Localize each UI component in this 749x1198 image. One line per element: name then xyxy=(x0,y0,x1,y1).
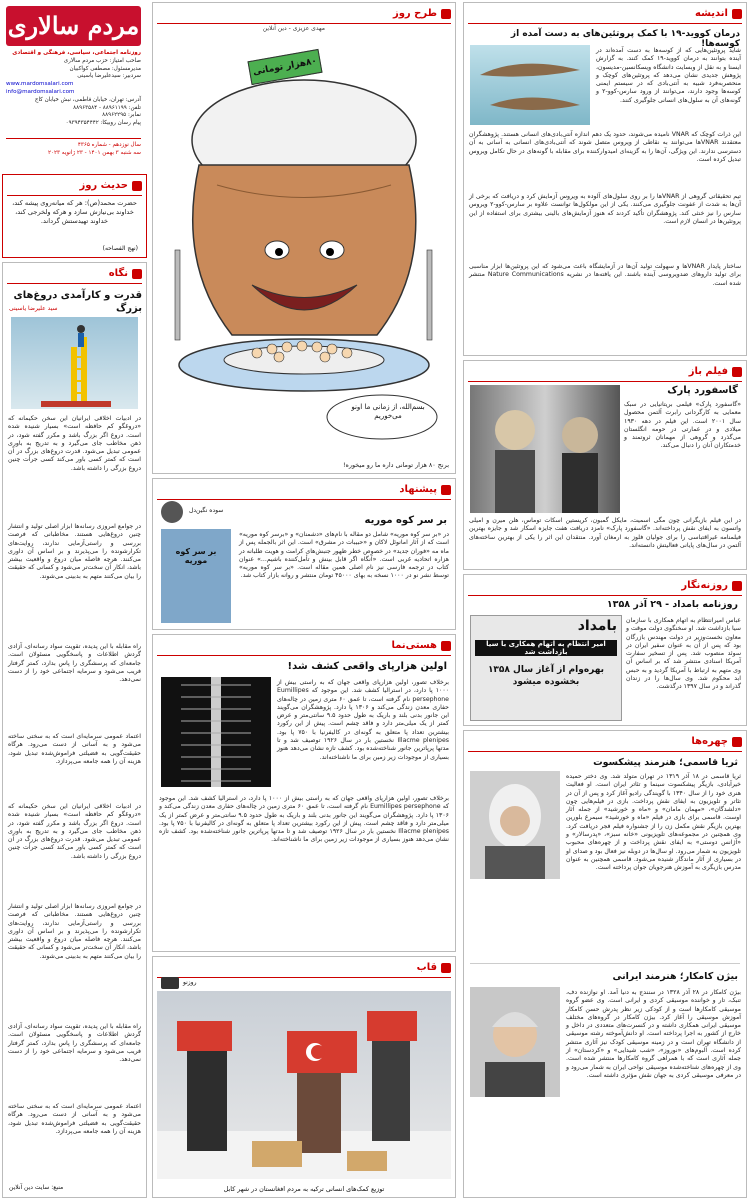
hadith-header-label: حدیث روز xyxy=(79,180,128,191)
pishnahad-title: بر سر کوه موریه xyxy=(364,515,447,526)
chehreha-box xyxy=(463,730,747,1198)
newspaper-headline: بهره‌وام از آغاز سال ۱۳۵۸ بخشوده میشود xyxy=(487,665,605,687)
masthead-website[interactable]: www.mardomsalari.com xyxy=(6,81,74,88)
hasti-text-cont: برخلاف تصور، اولین هزارپای واقعی جهان که به راستی بیش از ۱۰۰۰ پا دارد، در استرالیا کشف شد. این موجود که Eumillipes persephone نام گرفته است، تا عمق ۶۰ متری زمین در چاله‌های حفاری معدن زندگی می‌کند و ۱۳۰۶ پا دارد. پژوهشگران می‌گویند این جانور بدنی بلند و باریک به طول حدود ۹.۵ سانتی‌متر و عرض کمتر از یک میلی‌متر دارد و فاقد چشم است. پیش از این رکورد بیشترین تعداد پا متعلق به گونه‌ای در کالیفرنیا با ۷۵۰ پا بود. Illacme plenipes نخستین بار در سال ۱۹۲۶ توصیف شد و تا مدتها پرپاترین جانور شناخته‌شده بود. کشف تازه نشان می‌دهد هنوز بسیاری از موجودات زیر زمین برای ما ناشناخته‌اند. xyxy=(159,795,449,844)
pishnahad-header xyxy=(157,482,451,497)
masthead-line: تلفن: ۸۸۹۶۱۱۹۹ - ۸۸۹۶۳۵۸۴ xyxy=(73,104,141,111)
newspaper-headline: امیر انتظام به اتهام همکاری با سیا بازداشت شد xyxy=(475,640,617,656)
section-marker-icon xyxy=(732,9,742,19)
pishnahad-author: سوده نگین‌دل xyxy=(189,507,224,514)
chehreha-header-label: چهره‌ها xyxy=(691,736,728,747)
negah-signature: منبع: سایت دین آنلاین xyxy=(9,1184,64,1191)
film-text1: «گاسفورد پارک» فیلمی بریتانیایی در سبک معمایی به کارگردانی رابرت آلتمن محصول سال ۲۰۰۱ است. این فیلم در دهه ۱۹۳۰ میلادی و در عمارتی در حومه انگلستان می‌گذرد و گروهی از مهمانان ثروتمند و خدمتکاران آنان را دنبال می‌کند. xyxy=(624,401,741,450)
ladder-illustration-icon xyxy=(11,317,138,409)
shark-icon xyxy=(470,45,590,125)
section-marker-icon xyxy=(441,641,451,651)
price-tag-text: ۸۰هزار تومانی xyxy=(252,56,318,78)
section-marker-icon xyxy=(132,181,142,191)
ghab-credit: روزنو xyxy=(183,979,197,986)
film-still xyxy=(470,385,620,513)
negah-author: سید علیرضا یاسینی xyxy=(9,305,58,312)
ghab-header xyxy=(157,960,451,975)
hasti-title: اولین هزارپای واقعی کشف شد! xyxy=(287,661,447,672)
andishe-text2: این ذرات کوچک که VNAR نامیده می‌شوند، حدود یک دهم اندازه آنتی‌بادی‌های انسانی هستند. پژوهشگران معتقدند VNARها می‌توانند به نقاطی از ویروس متصل شوند که آنتی‌بادی‌های انسانی به آسانی به آن دسترسی ندارند. این ویژگی، آن‌ها را به گزینه‌ای امیدوارکننده برای مقابله با گونه‌های در حال تکامل ویروس تبدیل کرده است. xyxy=(469,131,742,163)
masthead-line: نمابر: ۸۸۹۶۲۲۹۵ xyxy=(102,112,141,119)
middle-column xyxy=(150,0,457,1198)
book-cover-title: بر سر کوه موریه xyxy=(175,547,217,565)
shark-photo xyxy=(470,45,590,125)
masthead-line: صاحب امتیاز: حزب مردم سالاری xyxy=(63,57,141,64)
hasti-text: برخلاف تصور، اولین هزارپای واقعی جهان که به راستی بیش از ۱۰۰۰ پا دارد، در استرالیا کشف شد. این موجود که Eumillipes persephone نام گرفته است، تا عمق ۶۰ متری زمین در چاله‌های حفاری معدن زندگی می‌کند و ۱۳۰۶ پا دارد. پژوهشگران می‌گویند این جانور بدنی بلند و باریک به طول حدود ۹.۵ سانتی‌متر و عرض کمتر از یک میلی‌متر دارد و فاقد چشم است. پیش از این رکورد بیشترین تعداد پا متعلق به گونه‌ای در کالیفرنیا با ۷۵۰ پا بود. Illacme plenipes نخستین بار در سال ۱۹۲۶ توصیف شد و تا مدتها پرپاترین جانور شناخته‌شده بود. کشف تازه نشان می‌دهد هنوز بسیاری از موجودات زیر زمین برای ما ناشناخته‌اند. xyxy=(277,679,450,761)
chehreha-title2: بیژن کامکار؛ هنرمند ایرانی xyxy=(612,971,738,982)
negah-para1: در ادبیات اخلاقی ایرانیان این سخن حکیمانه که «دروغگو کم حافظه است» بسیار شنیده شده است. دروغ اگر بزرگ باشد و مکرر گفته شود، در ذهن مخاطب جای می‌گیرد و به تدریج به باوری عمومی تبدیل می‌شود. قدرت دروغ‌های بزرگ در آن است که کمتر کسی باور می‌کند کسی جرأت چنین دروغ بزرگی را داشته باشد. xyxy=(8,415,141,472)
masthead-issue xyxy=(6,138,141,157)
section-marker-icon xyxy=(132,269,142,279)
chehreha-text2: بیژن کامکار در ۲۸ آذر ۱۳۲۸ در سنندج به دنیا آمد. او نوازنده دف، تنبک، تار و خواننده موسیقی کردی و ایرانی است. وی عضو گروه موسیقی کامکارها است و از کودکی زیر نظر پدرش حسن کامکار آموزش موسیقی را آغاز کرد. بیژن کامکار در گروه‌های مختلف موسیقی ایرانی همکاری داشته و در کنسرت‌های متعددی در داخل و خارج از کشور به اجرا پرداخته است. او دانش‌آموخته رشته موسیقی از دانشگاه تهران است و در زمینه موسیقی کودک نیز آثاری منتشر کرده است. آلبوم‌های «نوروز»، «شب شیدایی» و «کردستان» از جمله آثاری است که با همراهی گروه کامکارها منتشر شده است. وی از چهره‌های شناخته‌شده موسیقی نواحی ایران به شمار می‌رود و در معرفی موسیقی کردی به جهان نقش مؤثری داشته است. xyxy=(566,989,741,1079)
andishe-text1: شاید پروتئین‌هایی که از کوسه‌ها به دست آمده‌اند در آینده بتوانند به درمان کووید-۱۹ کمک کنند. به گزارش ایسنا و به نقل از وبسایت دانشگاه ویسکانسین-مدیسون، پژوهش جدیدی نشان می‌دهد که پروتئین‌های کوچک و منحصربه‌فرد شبیه به آنتی‌بادی که در سیستم ایمنی کوسه‌ها وجود دارند، می‌توانند از ورود سارس-کوو-۲ و گونه‌های آن به سلول‌های انسانی جلوگیری کنند. xyxy=(596,47,741,104)
pishnahad-header-label: پیشنهاد xyxy=(399,484,437,495)
chehreha-title1: ثریا قاسمی؛ هنرمند پیشکسوت xyxy=(593,757,738,768)
cartoon-header-label: طرح روز xyxy=(392,8,437,19)
negah-header xyxy=(7,266,142,281)
aid-distribution-photo xyxy=(157,991,451,1179)
section-marker-icon xyxy=(732,581,742,591)
cartoon-artist: مهدی عزیزی - دین آنلاین xyxy=(262,25,325,32)
negah-header-label: نگاه xyxy=(108,268,128,279)
section-marker-icon xyxy=(441,485,451,495)
film-header xyxy=(468,364,742,379)
rooznegar-title: روزنامه بامداد - ۲۹ آذر ۱۳۵۸ xyxy=(606,599,738,610)
book-cover xyxy=(161,529,231,623)
masthead-line: سردبیر: سیدعلیرضا یاسینی xyxy=(77,73,141,80)
negah-para1-cont: در ادبیات اخلاقی ایرانیان این سخن حکیمانه که «دروغگو کم حافظه است» بسیار شنیده شده است. دروغ اگر بزرگ باشد و مکرر گفته شود، در ذهن مخاطب جای می‌گیرد و به تدریج به باوری عمومی تبدیل می‌شود. قدرت دروغ‌های بزرگ در آن است که کمتر کسی باور می‌کند کسی جرأت چنین دروغ بزرگی را داشته باشد. xyxy=(8,803,141,860)
hadith-box xyxy=(2,174,147,258)
andishe-title: درمان کووید-۱۹ با کمک پروتئین‌های به دست آمده از کوسه‌ها! xyxy=(510,29,740,49)
rooznegar-text: عباس امیرانتظام به اتهام همکاری با سازمان سیا بازداشت شد. او سخنگوی دولت موقت و معاون نخست‌وزیر در دولت مهندس بازرگان بود که پس از آن به عنوان سفیر ایران در سوئد منصوب شد. پس از تسخیر سفارت آمریکا اسنادی منتشر شد که بر اساس آن وی متهم به ارتباط با آمریکا گردید و به حبس ابد محکوم شد. وی سال‌ها را در زندان گذراند و در سال ۱۳۹۷ درگذشت. xyxy=(626,617,741,691)
cartoon-caption: برنج ۸۰ هزار تومانی داره ما رو میخوره! xyxy=(343,461,449,469)
millipede-photo xyxy=(161,677,271,787)
hadith-source: (نهج الفصاحه) xyxy=(102,245,138,252)
millipede-icon xyxy=(161,677,271,787)
film-title: گاسفورد پارک xyxy=(667,385,738,396)
rooznegar-header xyxy=(468,578,742,593)
hadith-text: حضرت محمد(ص): هر که میانه‌روی پیشه کند، خداوند بی‌نیازش سازد و هرکه ولخرجی کند، خداوند تهیدستش گرداند. xyxy=(12,199,137,225)
issue-number: سال نوزدهم - شماره ۴۳۶۵ xyxy=(77,142,141,148)
right-column xyxy=(461,0,747,1198)
author-photo xyxy=(161,501,183,523)
ghab-photo xyxy=(157,991,451,1179)
newspaper-name: بامداد xyxy=(577,618,617,634)
rooznegar-box xyxy=(463,574,747,726)
ghab-box xyxy=(152,956,456,1198)
section-marker-icon xyxy=(441,963,451,973)
masthead-tagline: روزنامه اجتماعی، سیاسی، فرهنگی و اقتصادی xyxy=(12,50,141,56)
left-column xyxy=(0,0,148,1198)
negah-para4: اعتماد عمومی سرمایه‌ای است که به سختی ساخته می‌شود و به آسانی از دست می‌رود. هرگاه حقیقت‌گویی به فضیلتی فراموش‌شده تبدیل شود، هزینه آن را همه جامعه می‌پردازد. xyxy=(8,733,141,765)
pishnahad-text: در «بر سر کوه موریه» شامل دو مقاله با نام‌های «دشمنان» و «برسر کوه موریه» است که از آثار امانوئل لاکان و «حبیبات در مشرق» است. این اثر بالجمله پس از ماه مه «فوران جدید» در خصوص خطر ظهور جنبش‌های کرامت و هویت‌ طلبانه در هزاره اتحادیه غربی است. «آنگاه اگر قابل بینش و تأمل‌کننده باشیم...» عنوان کتاب در ترجمه فارسی نیز نام اصلی همین مقاله است. «بر سر کوه موریه» توسط نشر نو در ۱۰۰۰ نسخه به بهای ۴۵۰۰۰ تومان منتشر و روانه بازار کتاب شد. xyxy=(239,531,449,580)
hasti-box xyxy=(152,634,456,952)
negah-para2-cont: در جوامع امروزی رسانه‌ها ابزار اصلی تولید و انتشار چنین دروغ‌هایی هستند. مخاطبانی که فرصت بررسی و راستی‌آزمایی ندارند، روایت‌های تکرارشونده را می‌پذیرند و بر اساس آن داوری می‌کنند. هرچه فاصله میان دروغ و واقعیت بیشتر باشد، انکار آن سخت‌تر می‌شود و کسانی که حقیقت را بیان می‌کنند متهم به بدبینی می‌شوند. xyxy=(8,903,141,960)
cartoon-bubble: بسم‌الله، از زمانی ما اونو می‌خوریم xyxy=(351,403,425,420)
masthead-title: مردم سالاری xyxy=(6,6,141,46)
chehreha-text1: ثریا قاسمی در ۱۸ آذر ۱۳۱۹ در تهران متولد شد. وی دختر حمیده خیرآبادی، بازیگر پیشکسوت سینما و تئاتر ایران است. او فعالیت هنری خود را از سال ۱۳۴۰ با گویندگی رادیو آغاز کرد و پس از آن در تئاتر و تلویزیون به ایفای نقش پرداخت. بازی در فیلم‌هایی چون «دلشدگان»، «مهمان مامان» و «ماه و خورشید» از جمله آثار اوست. قاسمی برای بازی در فیلم «ماه و خورشید» سیمرغ بلورین بهترین بازیگر نقش مکمل زن را از جشنواره فیلم فجر دریافت کرد. وی همچنین در مجموعه‌های تلویزیونی «خانه سبز»، «پدرسالار» و «آژانس دوستی» به ایفای نقش پرداخت و از چهره‌های محبوب تلویزیون به شمار می‌رود. او سال‌ها در دوبله نیز فعال بود و صدای او در بسیاری از آثار ماندگار شنیده می‌شود. قاسمی همچنین به عنوان مدرس بازیگری به آموزش هنرجویان جوان پرداخته است. xyxy=(566,773,742,872)
negah-para3-cont: راه مقابله با این پدیده، تقویت سواد رسانه‌ای، آزادی گردش اطلاعات و پاسخگویی مسئولان است. جامعه‌ای که پرسشگری را پاس بدارد، کمتر گرفتار فریب می‌شود و سرمایه اجتماعی خود را از دست نمی‌دهد. xyxy=(8,1023,141,1064)
section-marker-icon xyxy=(732,737,742,747)
andishe-header-label: اندیشه xyxy=(695,8,728,19)
portrait-ghasemi xyxy=(470,771,560,879)
chehreha-header xyxy=(468,734,742,749)
andishe-text3: تیم تحقیقاتی گروهی از VNARها را بر روی سلول‌های آلوده به ویروس آزمایش کرد و دریافت که برخی از آن‌ها به شدت از عفونت جلوگیری می‌کنند. یکی از این مولکول‌ها توانست علاوه بر سارس-کوو-۲ ویروس سارس را نیز خنثی کند. پژوهشگران تأکید کردند که هنوز آزمایش‌های بالینی بیشتری برای استفاده از این پروتئین‌ها در انسان لازم است. xyxy=(469,193,741,225)
film-text2: در این فیلم بازیگرانی چون مگی اسمیت، مایکل گمبون، کریستین اسکات توماس، هلن میرن و امیلی واتسون به ایفای نقش پرداخته‌اند. «گاسفورد پارک» نامزد دریافت هفت جایزه اسکار شد و جایزه بهترین فیلمنامه غیراقتباسی را برای جولیان فلوز به ارمغان آورد. منتقدان این اثر را یکی از بهترین ساخته‌های آلتمن در سال‌های پایانی فعالیتش دانسته‌اند. xyxy=(469,517,741,549)
negah-box xyxy=(2,262,147,1198)
divider xyxy=(470,963,740,964)
newspaper-scan xyxy=(470,615,622,721)
section-marker-icon xyxy=(441,9,451,19)
andishe-text4: ساختار پایدار VNARها و سهولت تولید آن‌ها در آزمایشگاه باعث می‌شود که این پروتئین‌ها ابزار مناسبی برای تولید داروهای ضدویروسی آینده باشند. این یافته‌ها در نشریه Nature Communications منتشر شده است. xyxy=(469,263,742,287)
hasti-header xyxy=(157,638,451,653)
camera-icon xyxy=(161,977,179,989)
film-box xyxy=(463,360,747,570)
film-header-label: فیلم باز xyxy=(688,366,728,377)
negah-para2: در جوامع امروزی رسانه‌ها ابزار اصلی تولید و انتشار چنین دروغ‌هایی هستند. مخاطبانی که فرصت بررسی و راستی‌آزمایی ندارند، روایت‌های تکرارشونده را می‌پذیرند و بر اساس آن داوری می‌کنند. هرچه فاصله میان دروغ و واقعیت بیشتر باشد، انکار آن سخت‌تر می‌شود و کسانی که حقیقت را بیان می‌کنند متهم به بدبینی می‌شوند. xyxy=(8,523,141,580)
negah-para4-cont: اعتماد عمومی سرمایه‌ای است که به سختی ساخته می‌شود و به آسانی از دست می‌رود. هرگاه حقیقت‌گویی به فضیلتی فراموش‌شده تبدیل شود، هزینه آن را همه جامعه می‌پردازد. xyxy=(8,1103,141,1135)
issue-date: سه شنبه ۳ بهمن ۱۴۰۱ - ۲۳ ژانویه ۲۰۲۳ xyxy=(48,150,141,156)
masthead-email[interactable]: info@mardomsalari.com xyxy=(6,88,75,95)
masthead-line: مدیرمسئول: مصطفی کواکبیان xyxy=(69,65,141,72)
masthead-line: پیام رسان روبیکا: ۰۹۳۹۴۳۵۴۴۴۲ xyxy=(65,120,141,127)
masthead-info xyxy=(6,50,141,128)
pishnahad-box xyxy=(152,478,456,630)
hasti-header-label: هستی‌نما xyxy=(391,640,437,651)
andishe-box xyxy=(463,2,747,356)
rooznegar-header-label: روزنه‌نگار xyxy=(681,580,728,591)
negah-title: قدرت و کارآمدی دروغ‌های بزرگ xyxy=(13,290,142,314)
film-still-photo xyxy=(470,385,620,513)
cartoon-header xyxy=(157,6,451,21)
section-marker-icon xyxy=(732,367,742,377)
cartoon-box xyxy=(152,2,456,474)
cartoon-drawing xyxy=(157,35,451,455)
hadith-header xyxy=(7,178,142,193)
ghab-header-label: قاب xyxy=(416,962,437,973)
negah-illustration xyxy=(11,317,138,409)
ghab-caption: توزیع کمک‌های انسانی ترکیه به مردم افغانستان در شهر کابل xyxy=(223,1185,385,1193)
portrait-photo xyxy=(470,987,560,1097)
portrait-kamkar xyxy=(470,987,560,1097)
portrait-photo xyxy=(470,771,560,879)
andishe-header xyxy=(468,6,742,21)
masthead xyxy=(2,2,145,170)
masthead-line: آدرس: تهران، خیابان فاطمی، نبش خیابان کاج xyxy=(34,96,141,103)
negah-para3: راه مقابله با این پدیده، تقویت سواد رسانه‌ای، آزادی گردش اطلاعات و پاسخگویی مسئولان است. جامعه‌ای که پرسشگری را پاس بدارد، کمتر گرفتار فریب می‌شود و سرمایه اجتماعی خود را از دست نمی‌دهد. xyxy=(8,643,141,684)
